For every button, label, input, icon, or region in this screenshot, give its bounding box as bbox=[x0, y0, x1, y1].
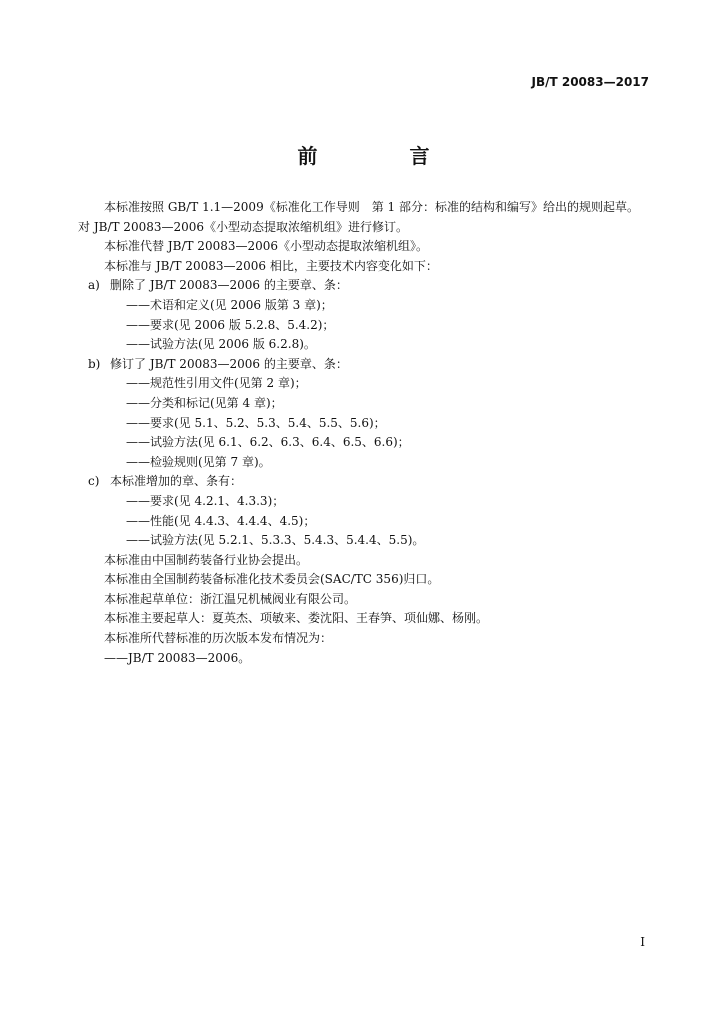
paragraph: 本标准由中国制药装备行业协会提出。 bbox=[104, 552, 309, 567]
dash-item: ——分类和标记(见第 4 章)； bbox=[126, 395, 283, 410]
page-title: 前 言 bbox=[297, 144, 466, 168]
standard-code: JB/T 20083—2017 bbox=[531, 75, 649, 89]
dash-item: ——性能(见 4.4.3、4.4.4、4.5)； bbox=[126, 513, 316, 528]
list-item bbox=[78, 276, 658, 296]
dash-item: ——要求(见 5.1、5.2、5.3、5.4、5.5、5.6)； bbox=[126, 415, 386, 430]
paragraph: 本标准主要起草人：夏英杰、项敏来、娄沈阳、王春笋、项仙娜、杨刚。 bbox=[104, 611, 489, 626]
dash-item: ——试验方法(见 6.1、6.2、6.3、6.4、6.5、6.6)； bbox=[126, 435, 410, 450]
document-body bbox=[78, 198, 658, 668]
list-item bbox=[78, 355, 658, 375]
list-item-text: 本标准增加的章、条有： bbox=[110, 474, 243, 489]
list-item-text: 修订了 JB/T 20083—2006 的主要章、条： bbox=[110, 356, 348, 371]
dash-item: ——规范性引用文件(见第 2 章)； bbox=[126, 376, 307, 391]
dash-item: ——试验方法(见 5.2.1、5.3.3、5.4.3、5.4.4、5.5)。 bbox=[126, 533, 425, 548]
paragraph: 本标准与 JB/T 20083—2006 相比，主要技术内容变化如下： bbox=[104, 258, 438, 273]
paragraph: 本标准由全国制药装备标准化技术委员会(SAC/TC 356)归口。 bbox=[104, 572, 440, 587]
list-marker: a) bbox=[88, 278, 100, 293]
dash-item: ——术语和定义(见 2006 版第 3 章)； bbox=[126, 297, 333, 312]
dash-item: ——试验方法(见 2006 版 6.2.8)。 bbox=[126, 337, 316, 352]
paragraph: 本标准所代替标准的历次版本发布情况为： bbox=[104, 631, 333, 646]
dash-item: ——JB/T 20083—2006。 bbox=[104, 650, 251, 665]
page-number: I bbox=[640, 935, 645, 949]
dash-item: ——要求(见 2006 版 5.2.8、5.4.2)； bbox=[126, 317, 335, 332]
paragraph-continuation: 对 JB/T 20083—2006《小型动态提取浓缩机组》进行修订。 bbox=[78, 219, 409, 234]
paragraph: 本标准按照 GB/T 1.1—2009《标准化工作导则 第 1 部分：标准的结构和编写》给出的规则起草。 bbox=[104, 200, 639, 214]
list-item bbox=[78, 472, 658, 492]
dash-item: ——要求(见 4.2.1、4.3.3)； bbox=[126, 493, 285, 508]
list-item-text: 删除了 JB/T 20083—2006 的主要章、条： bbox=[110, 278, 348, 293]
dash-item: ——检验规则(见第 7 章)。 bbox=[126, 454, 271, 469]
list-marker: b) bbox=[88, 356, 101, 371]
paragraph: 本标准起草单位：浙江温兄机械阀业有限公司。 bbox=[104, 591, 357, 606]
paragraph: 本标准代替 JB/T 20083—2006《小型动态提取浓缩机组》。 bbox=[104, 239, 429, 254]
list-marker: c) bbox=[88, 474, 100, 489]
